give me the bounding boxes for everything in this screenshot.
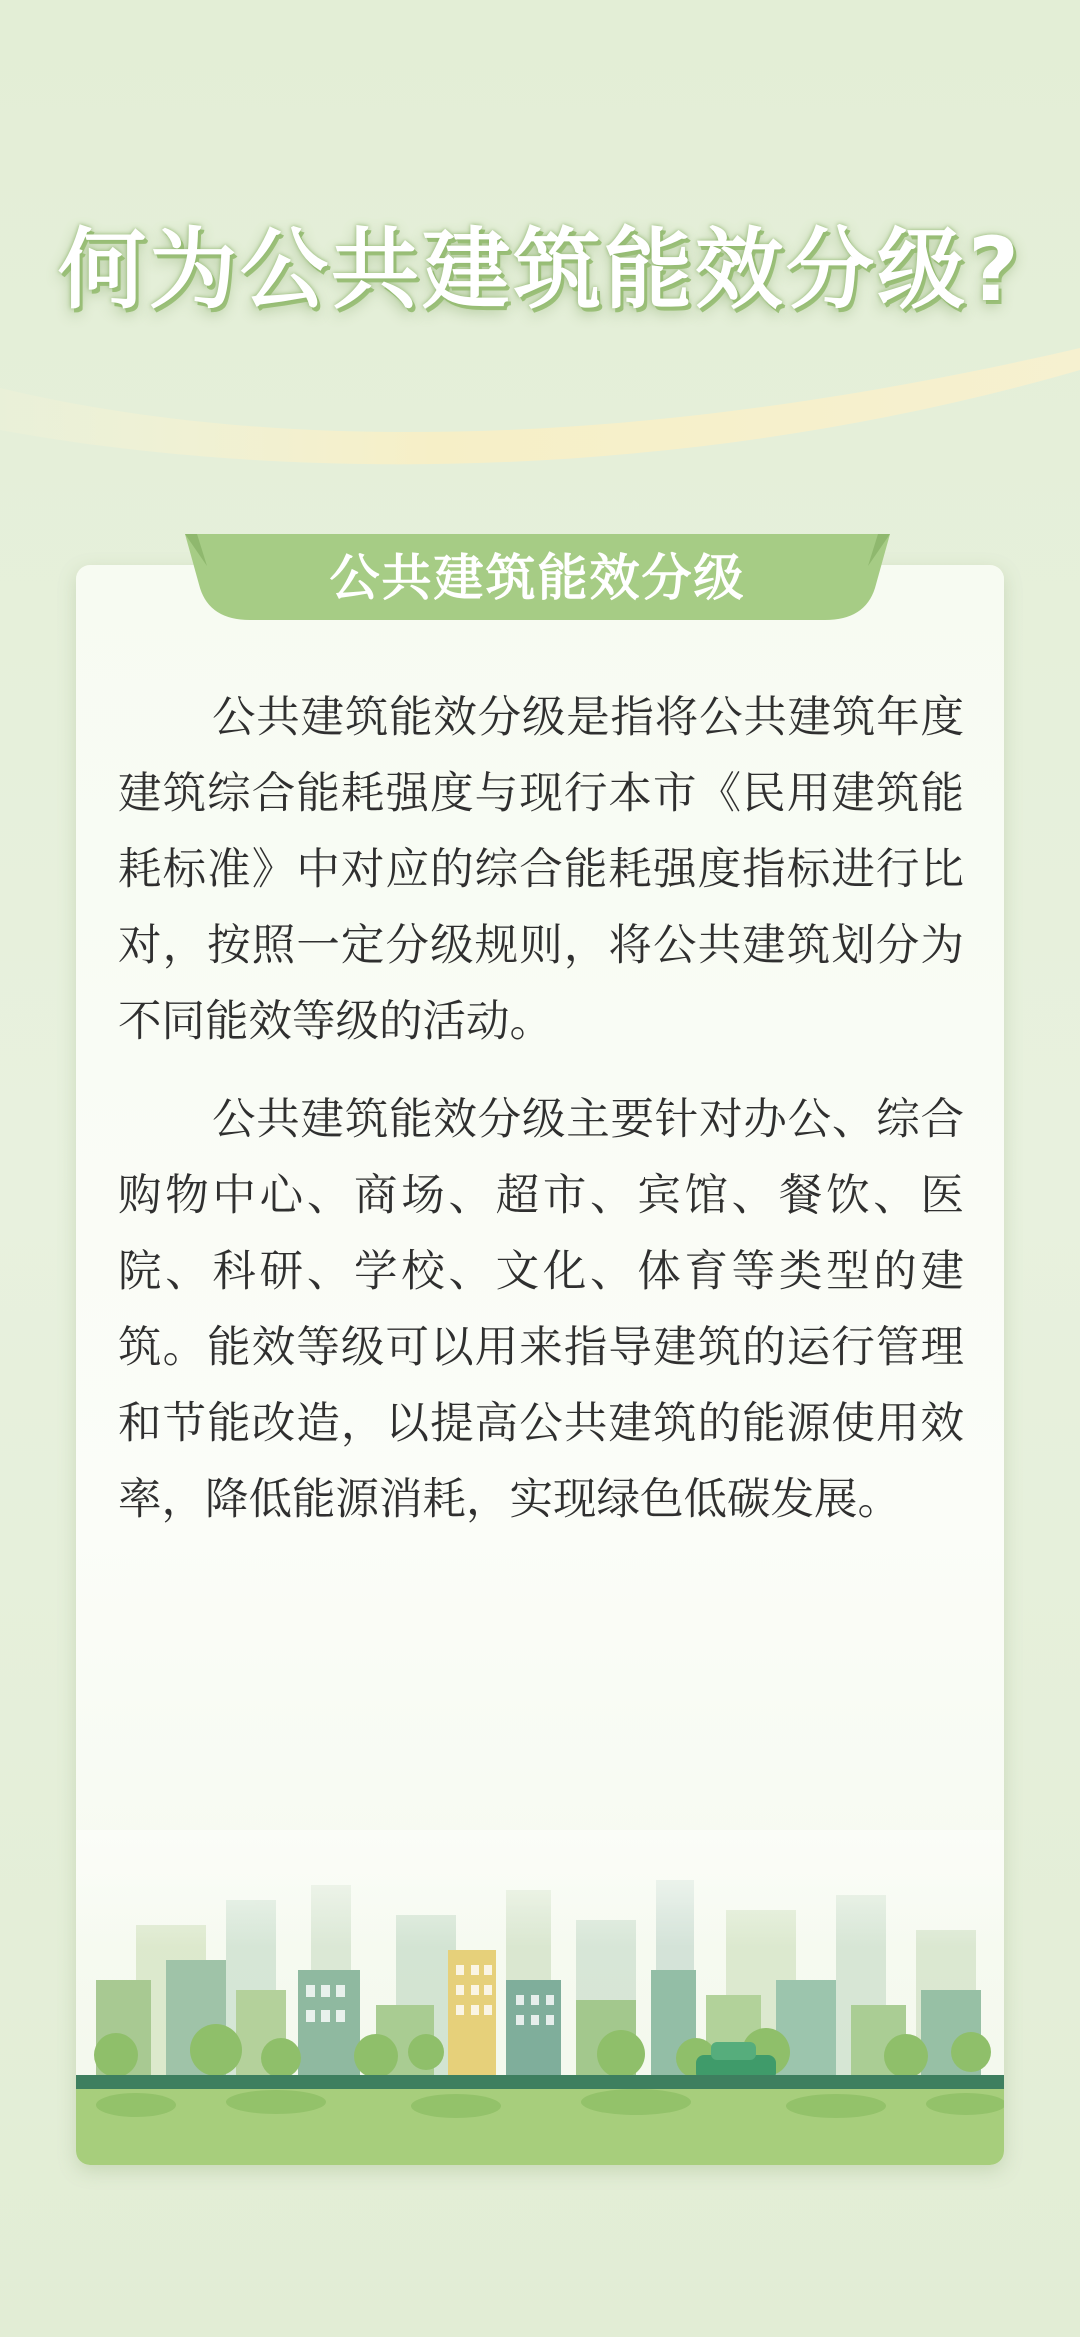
paragraph-1: 公共建筑能效分级是指将公共建筑年度建筑综合能耗强度与现行本市《民用建筑能耗标准》中对应的综合能耗强度指标进行比对，按照一定分级规则，将公共建筑划分为不同能效等级的活动。 (118, 693, 964, 1047)
paragraph-2: 公共建筑能效分级主要针对办公、综合购物中心、商场、超市、宾馆、餐饮、医院、科研、学校、文化、体育等类型的建筑。能效等级可以用来指导建筑的运行管理和节能改造，以提高公共建筑的能源使用效率，降低能源消耗，实现绿色低碳发展。 (118, 1095, 964, 1525)
page-title: 何为公共建筑能效分级? (57, 218, 1023, 321)
card-body (118, 680, 964, 1560)
section-tab-label: 公共建筑能效分级 (329, 549, 746, 607)
decorative-swoosh (0, 330, 1080, 500)
city-skyline-illustration (76, 1830, 1004, 2165)
